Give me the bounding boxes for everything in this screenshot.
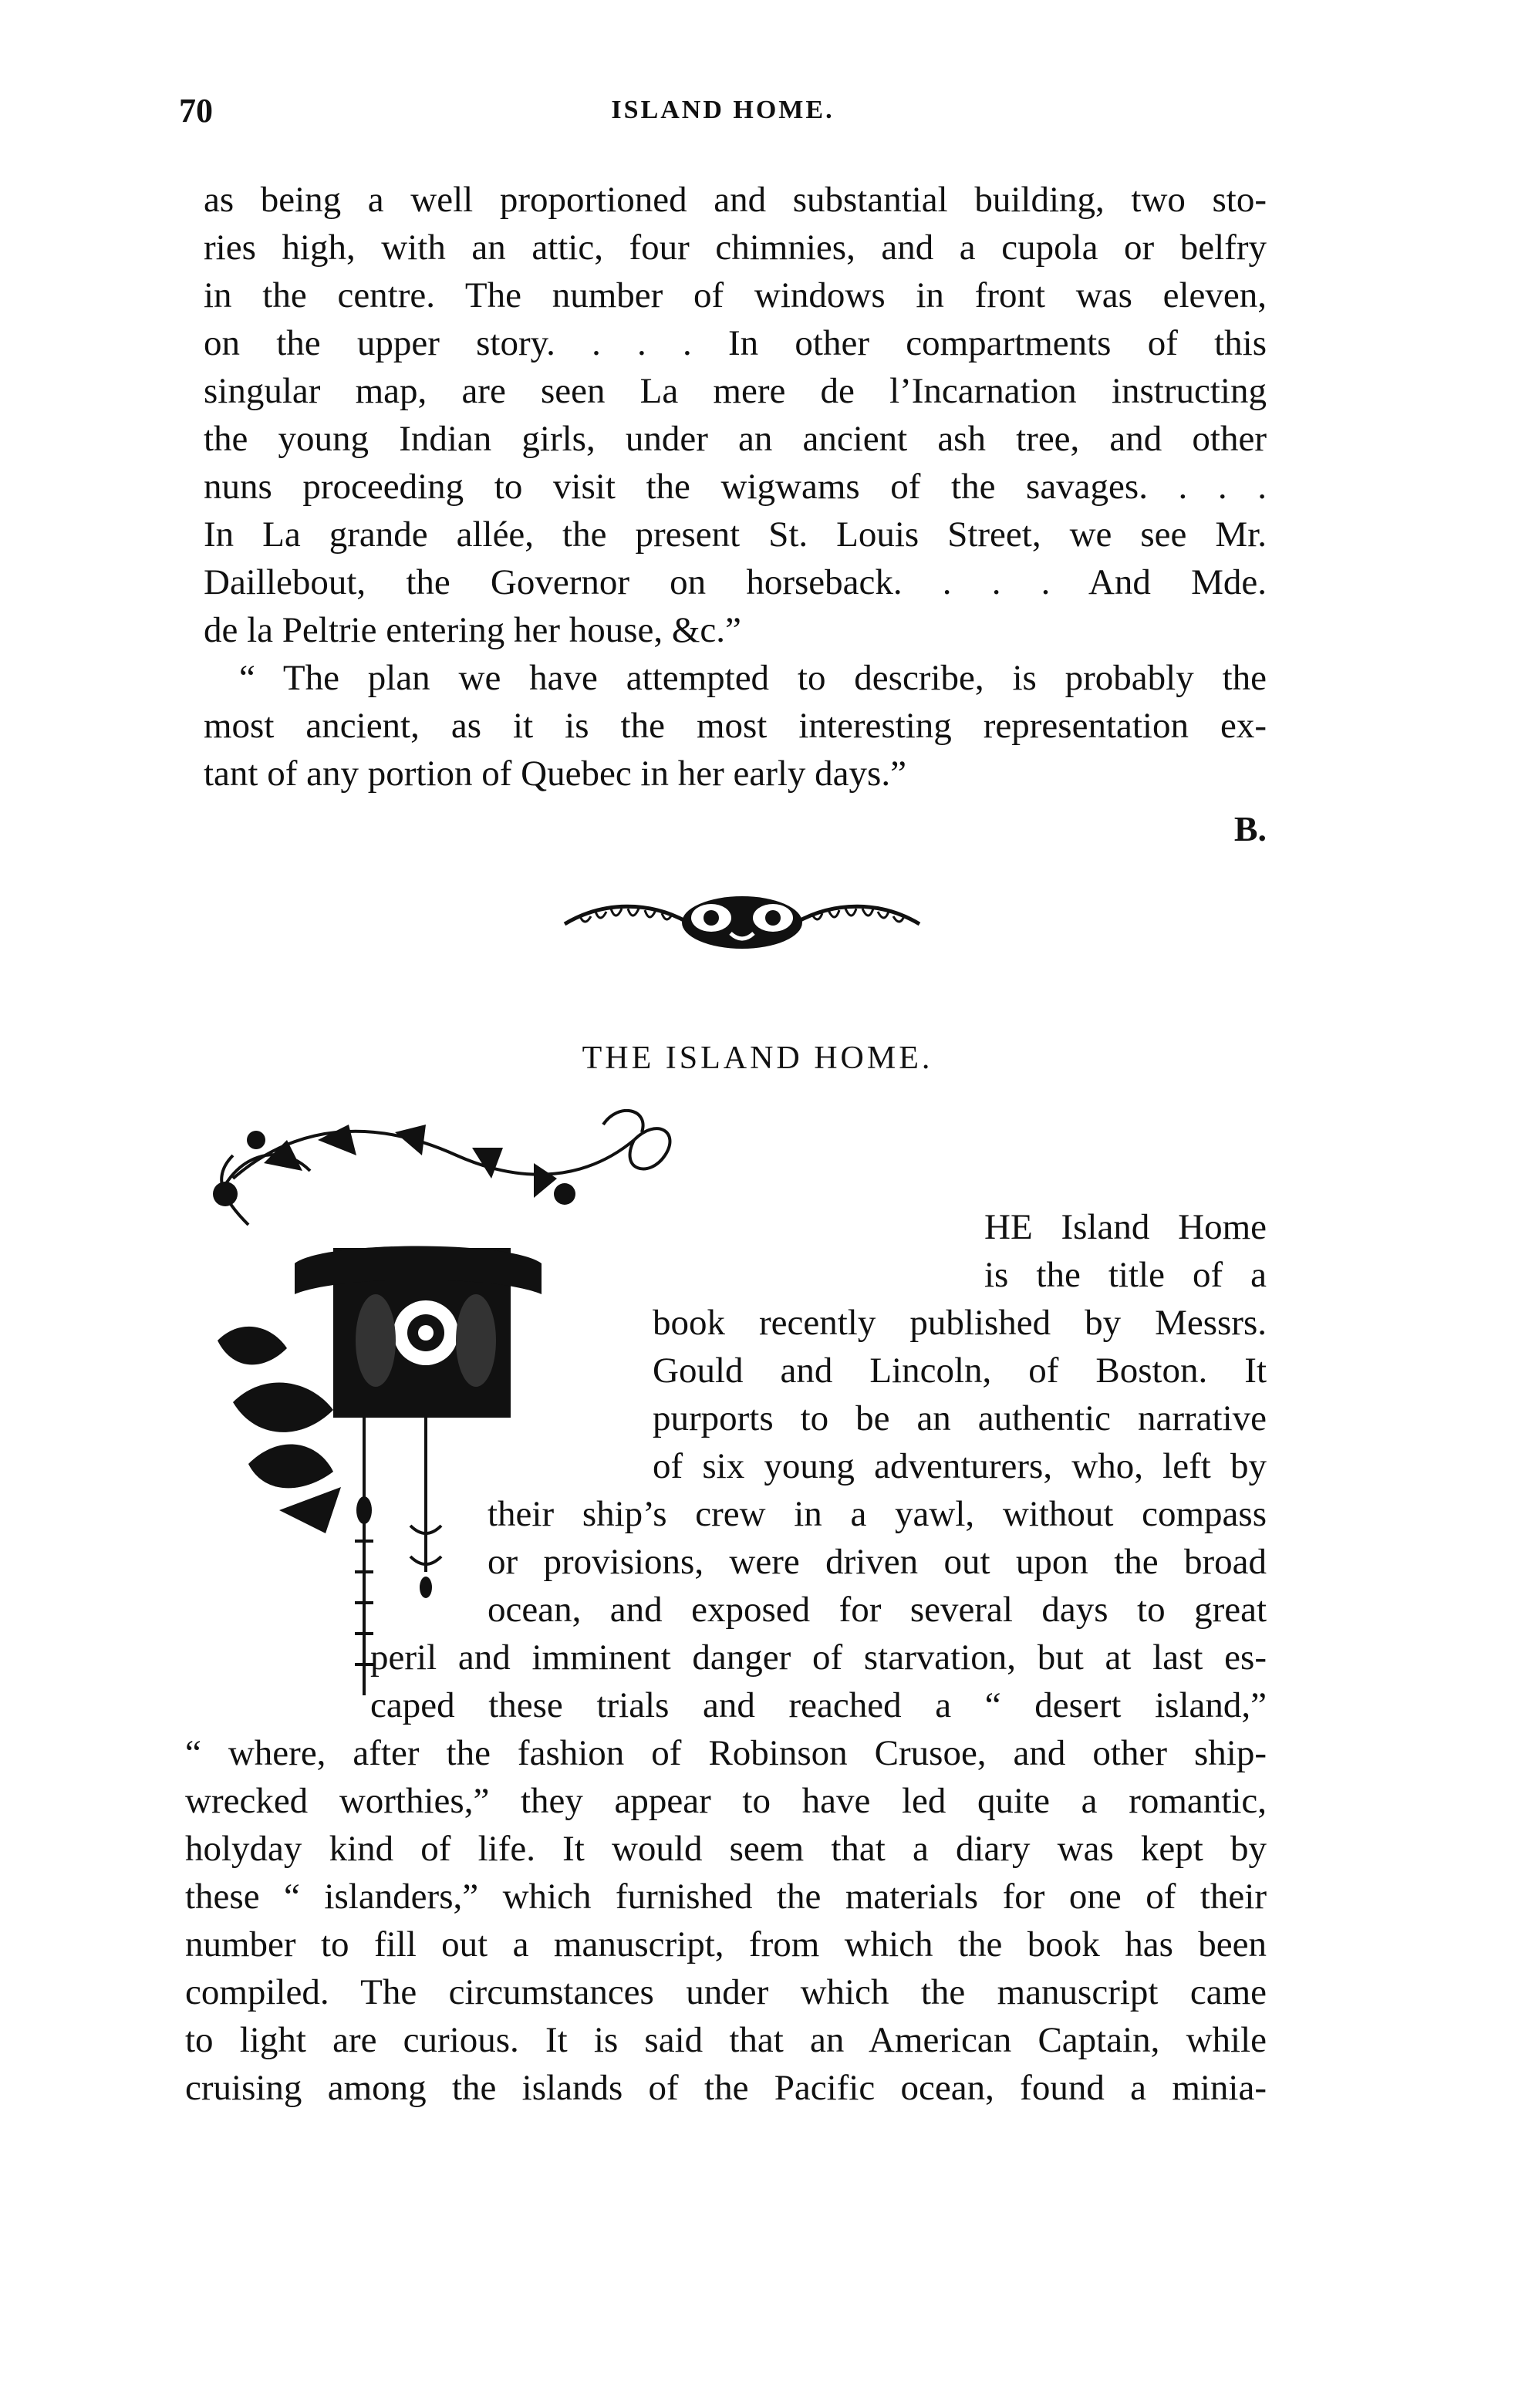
article-line: number to fill out a manuscript, from which the book has been (185, 1924, 1267, 1965)
text-line: on the upper story. . . . In other compartments of this (204, 323, 1267, 363)
article-line: their ship’s crew in a yawl, without compass (488, 1494, 1267, 1534)
article-line: cruising among the islands of the Pacific ocean, found a minia- (185, 2068, 1267, 2108)
text-line: tant of any portion of Quebec in her early days.” (204, 754, 906, 794)
text-line: nuns proceeding to visit the wigwams of the savages. . . . (204, 467, 1267, 507)
text-line: Daillebout, the Governor on horseback. . . . And Mde. (204, 562, 1267, 602)
page-number: 70 (179, 92, 213, 130)
article-line: or provisions, were driven out upon the broad (488, 1542, 1267, 1582)
article-line: compiled. The circumstances under which the manuscript came (185, 1972, 1267, 2012)
article-line: purports to be an authentic narrative (653, 1398, 1267, 1438)
text-line: the young Indian girls, under an ancient ash tree, and other (204, 419, 1267, 459)
article-line: of six young adventurers, who, left by (653, 1446, 1267, 1486)
article-line: Gould and Lincoln, of Boston. It (653, 1351, 1267, 1391)
text-line: “ The plan we have attempted to describe, is probably the (239, 658, 1267, 698)
running-head (179, 91, 1267, 137)
signature: B. (1233, 809, 1267, 848)
article-line: these “ islanders,” which furnished the materials for one of their (185, 1877, 1267, 1917)
article-line: ocean, and exposed for several days to great (488, 1590, 1267, 1630)
article-line: “ where, after the fashion of Robinson Crusoe, and other ship- (185, 1733, 1267, 1773)
article-line: peril and imminent danger of starvation, but at last es- (370, 1637, 1267, 1678)
running-title: ISLAND HOME. (611, 96, 835, 124)
text-line: ries high, with an attic, four chimnies, and a cupola or belfry (204, 228, 1267, 268)
article-line: wrecked worthies,” they appear to have led quite a romantic, (185, 1781, 1267, 1821)
article-line: HE Island Home (984, 1207, 1267, 1247)
article-line: is the title of a (984, 1255, 1267, 1295)
text-line: as being a well proportioned and substantial building, two sto- (204, 180, 1267, 220)
article-line: caped these trials and reached a “ desert island,” (370, 1685, 1267, 1725)
text-line: singular map, are seen La mere de l’Incarnation instructing (204, 371, 1267, 411)
article-line: to light are curious. It is said that an American Captain, while (185, 2020, 1267, 2060)
article-line: book recently published by Messrs. (653, 1303, 1267, 1343)
top-paragraph (204, 176, 1267, 654)
text-line: de la Peltrie entering her house, &c.” (204, 610, 741, 650)
text-line: In La grande allée, the present St. Louis Street, we see Mr. (204, 514, 1267, 555)
quote-paragraph (204, 654, 1267, 798)
article-line: holyday kind of life. It would seem that a diary was kept by (185, 1829, 1267, 1869)
text-line: in the centre. The number of windows in front was eleven, (204, 275, 1267, 315)
text-line: most ancient, as it is the most interesting representation ex- (204, 706, 1267, 746)
section-title: THE ISLAND HOME. (582, 1040, 933, 1076)
ornament-divider-icon (557, 878, 927, 963)
